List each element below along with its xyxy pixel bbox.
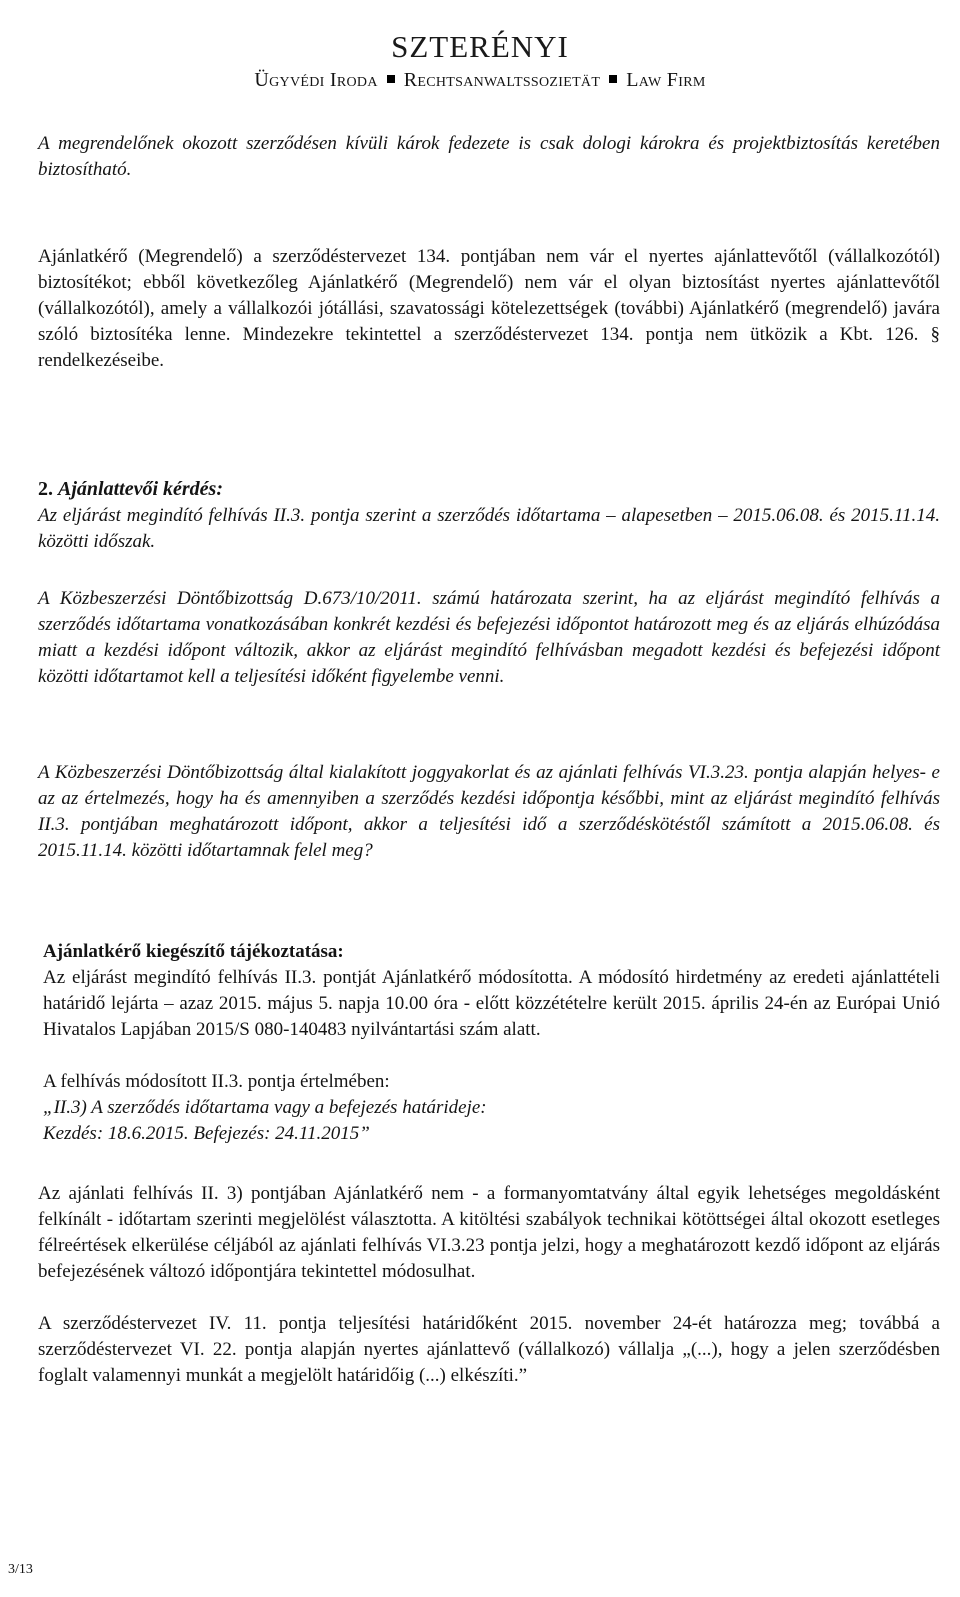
paragraph-insurance: A megrendelőnek okozott szerződésen kívüli károk fedezete is csak dologi károkra és projektbiztosítás keretében biztosítható. bbox=[38, 133, 940, 180]
question-paragraph-2: A Közbeszerzési Döntőbizottság D.673/10/2011. számú határozata szerint, ha az eljárást megindító felhívás a szerződés időtartama vonatkozásában konkrét kezdési és befejezési időpontot határozott meg és az eljárás elhúzódása miatt a kezdési időpont változik, akkor az eljárást megindító felhívásban megadott kezdési és befejezési időpont közötti időtartamot kell a teljesítési időként figyelembe venni. bbox=[38, 588, 940, 687]
firm-sub-hungarian: Ügyvédi Iroda bbox=[254, 69, 378, 91]
answer-quote-line-2: Kezdés: 18.6.2015. Befejezés: 24.11.2015” bbox=[43, 1123, 370, 1144]
answer-quote-line-1: „II.3) A szerződés időtartama vagy a befejezés határideje: bbox=[43, 1097, 487, 1118]
firm-subtitle bbox=[0, 66, 960, 94]
answer-paragraph-1: Az eljárást megindító felhívás II.3. pontját Ajánlatkérő módosította. A módosító hirdetmény az eredeti ajánlattételi határidő lejárta – azaz 2015. május 5. napja 10.00 óra - előtt közzétételre került 2015. április 24-én az Európai Unió Hivatalos Lapjában 2015/S 080-140483 nyilvántartási szám alatt. bbox=[43, 967, 940, 1040]
question-heading bbox=[38, 476, 940, 502]
answer-title: Ajánlatkérő kiegészítő tájékoztatása: bbox=[43, 941, 344, 962]
question-line: Az eljárást megindító felhívás II.3. pontja szerint a szerződés időtartama – alapesetben – 2015.06.08. és 2015.11.14. közötti időszak. bbox=[38, 505, 940, 552]
firm-sub-german: Rechtsanwaltssozietät bbox=[403, 69, 601, 91]
question-title: Ajánlattevői kérdés: bbox=[58, 478, 223, 500]
question-number: 2. bbox=[38, 478, 53, 500]
answer-paragraph-6: A szerződéstervezet IV. 11. pontja teljesítési határidőként 2015. november 24-ét határozza meg; továbbá a szerződéstervezet VI. 22. pontja alapján nyertes ajánlattevő (vállalkozó) vállalja „(...), hogy a jelen szerződésben foglalt valamennyi munkát a megjelölt határidőig (...) elkészíti.” bbox=[38, 1313, 940, 1386]
paragraph-guarantee: Ajánlatkérő (Megrendelő) a szerződéstervezet 134. pontjában nem vár el nyertes ajánlattevőtől (vállalkozótól) biztosítékot; ebből következőleg Ajánlatkérő (Megrendelő) nem vár el olyan biztosítást nyertes ajánlattevőtől (vállalkozótól), amely a vállalkozói jótállási, szavatossági kötelezettségek (további) Ajánlatkérő (megrendelő) javára szóló biztosítéka lenne. Mindezekre tekintettel a szerződéstervezet 134. pontja nem ütközik a Kbt. 126. § rendelkezéseibe. bbox=[38, 246, 940, 371]
firm-sub-english: Law Firm bbox=[626, 69, 706, 91]
answer-paragraph-2: A felhívás módosított II.3. pontja értelmében: bbox=[43, 1071, 390, 1092]
question-paragraph-3: A Közbeszerzési Döntőbizottság által kialakított joggyakorlat és az ajánlati felhívás VI.3.23. pontja alapján helyes- e az az értelmezés, hogy ha és amennyiben a szerződés kezdési időpontja későbbi, mint az eljárást megindító felhívás II.3. pontjában meghatározott időpont, akkor a teljesítési idő a szerződéskötéstől számított a 2015.06.08. és 2015.11.14. közötti időtartamnak felel meg? bbox=[38, 762, 940, 861]
page-number: 3/13 bbox=[8, 1562, 33, 1577]
letterhead bbox=[0, 28, 960, 94]
square-bullet-icon bbox=[387, 75, 395, 83]
square-bullet-icon bbox=[609, 75, 617, 83]
answer-paragraph-5: Az ajánlati felhívás II. 3) pontjában Ajánlatkérő nem - a formanyomtatvány által egyik lehetséges megoldásként felkínált - időtartam szerinti megjelölést választotta. A kitöltési szabályok technikai kötöttségei által okozott esetleges félreértések elkerülése céljából az ajánlati felhívás VI.3.23 pontja jelzi, hogy a meghatározott kezdő időpont az eljárás befejezésének változó időpontjára tekintettel módosulhat. bbox=[38, 1183, 940, 1282]
firm-name: SZTERÉNYI bbox=[391, 29, 569, 64]
